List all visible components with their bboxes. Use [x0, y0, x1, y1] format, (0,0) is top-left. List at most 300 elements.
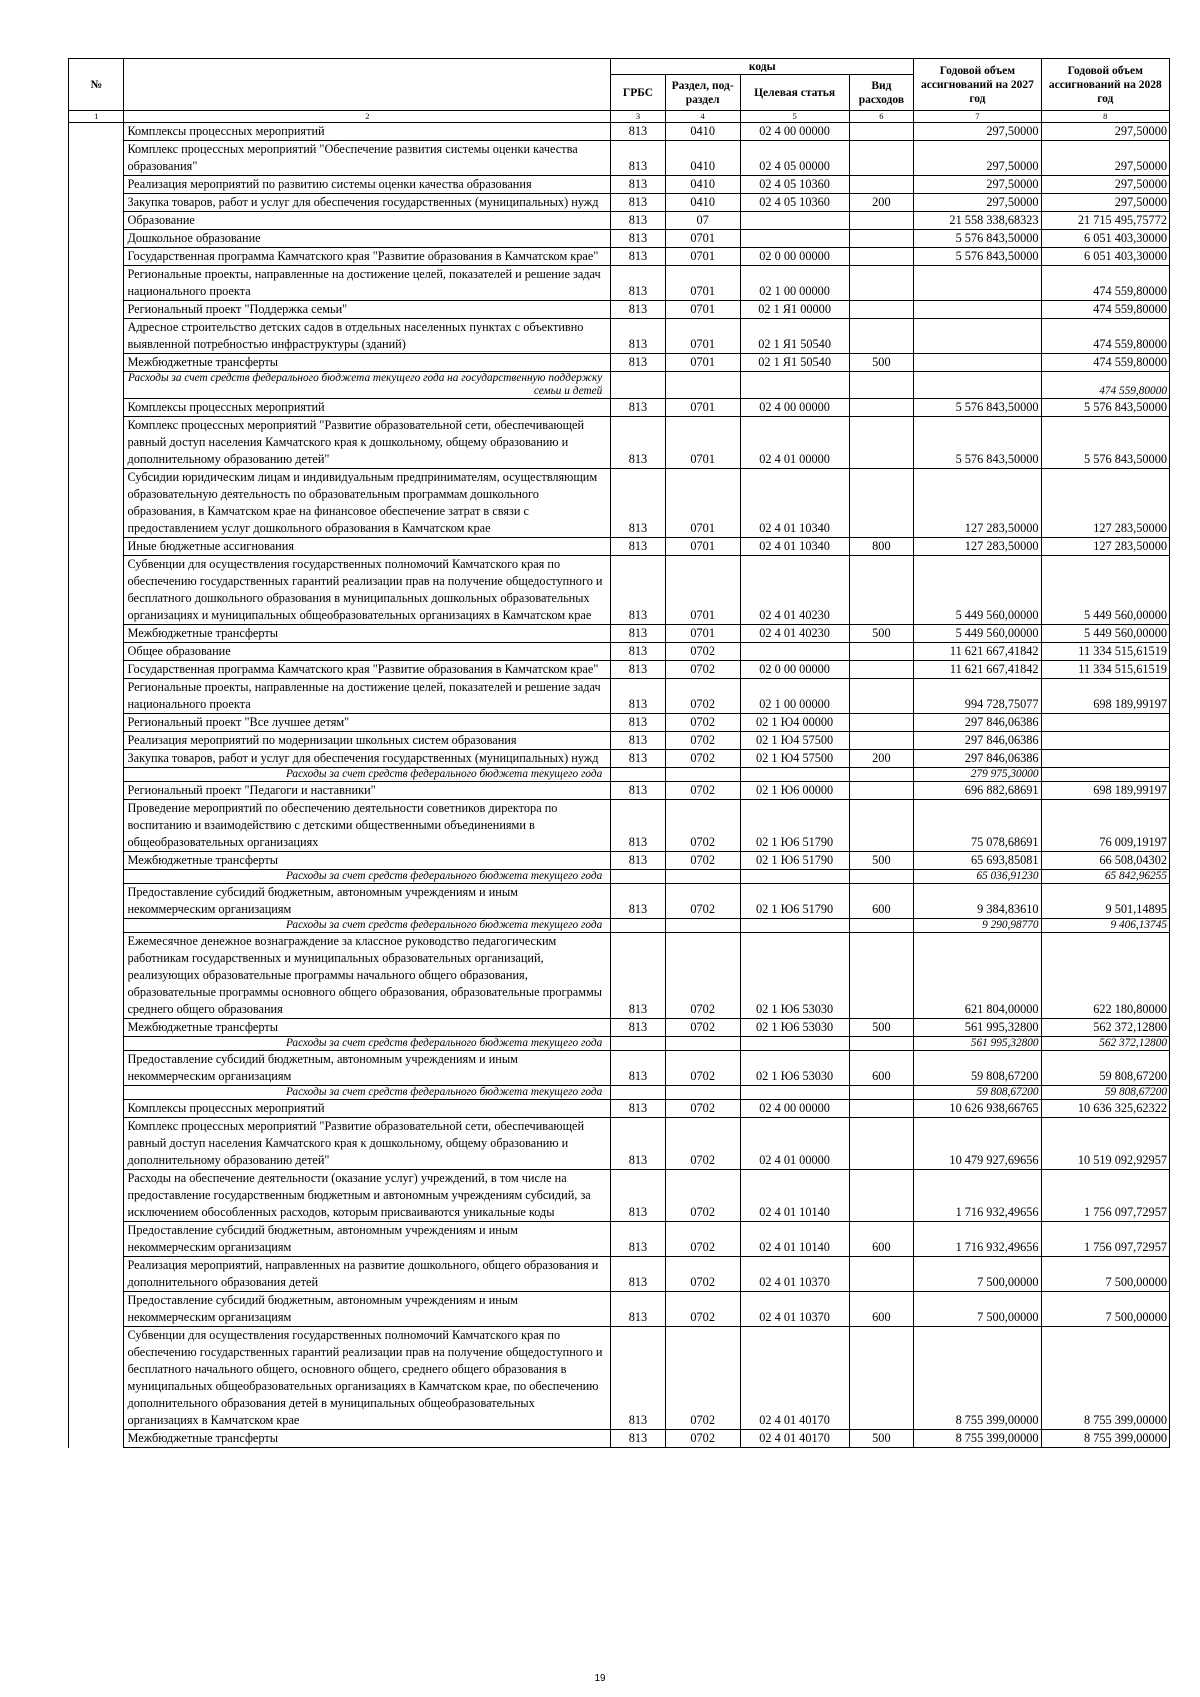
row-target [740, 919, 849, 933]
row-vid [849, 782, 914, 800]
row-amount-2028: 622 180,80000 [1041, 933, 1169, 1019]
table-row [69, 123, 1170, 141]
row-vid [849, 399, 914, 417]
table-note-row [69, 1086, 1170, 1100]
table-row [69, 1019, 1170, 1037]
table-row [69, 301, 1170, 319]
row-name: Межбюджетные трансферты [124, 852, 611, 870]
row-amount-2028: 5 576 843,50000 [1041, 399, 1169, 417]
row-name: Закупка товаров, работ и услуг для обеспечения государственных (муниципальных) нужд [124, 750, 611, 768]
column-number: 5 [740, 111, 849, 123]
table-row [69, 643, 1170, 661]
row-name: Расходы за счет средств федерального бюджета текущего года на государственную поддержку семьи и детей [124, 372, 611, 399]
row-name: Иные бюджетные ассигнования [124, 538, 611, 556]
row-name: Проведение мероприятий по обеспечению деятельности советников директора по воспитанию и взаимодействию с детскими общественными объединениями в общеобразовательных организациях [124, 800, 611, 852]
row-name: Комплексы процессных мероприятий [124, 123, 611, 141]
row-vid [849, 248, 914, 266]
row-amount-2027: 11 621 667,41842 [914, 661, 1041, 679]
row-name: Межбюджетные трансферты [124, 1019, 611, 1037]
table-row [69, 212, 1170, 230]
table-row [69, 1118, 1170, 1170]
row-razdel: 07 [665, 212, 740, 230]
row-target: 02 4 01 00000 [740, 1118, 849, 1170]
row-number-cell [69, 1257, 124, 1292]
table-row [69, 266, 1170, 301]
row-number-cell [69, 556, 124, 625]
row-amount-2027: 59 808,67200 [914, 1051, 1041, 1086]
row-amount-2028: 6 051 403,30000 [1041, 248, 1169, 266]
row-amount-2028: 127 283,50000 [1041, 538, 1169, 556]
row-vid: 500 [849, 354, 914, 372]
row-vid [849, 1100, 914, 1118]
table-row [69, 194, 1170, 212]
table-row [69, 1222, 1170, 1257]
row-grbs: 813 [611, 266, 665, 301]
row-amount-2028: 65 842,96255 [1041, 870, 1169, 884]
row-vid [849, 870, 914, 884]
row-amount-2027: 8 755 399,00000 [914, 1327, 1041, 1430]
column-number: 7 [914, 111, 1041, 123]
row-name: Расходы за счет средств федерального бюджета текущего года [124, 1037, 611, 1051]
row-razdel: 0702 [665, 750, 740, 768]
row-amount-2028: 11 334 515,61519 [1041, 661, 1169, 679]
row-target: 02 4 00 00000 [740, 1100, 849, 1118]
row-vid [849, 1257, 914, 1292]
row-grbs: 813 [611, 301, 665, 319]
row-target: 02 1 Я1 00000 [740, 301, 849, 319]
row-number-cell [69, 354, 124, 372]
row-amount-2027: 1 716 932,49656 [914, 1222, 1041, 1257]
row-vid [849, 123, 914, 141]
column-numbers-row [69, 111, 1170, 123]
row-vid: 600 [849, 884, 914, 919]
row-grbs: 813 [611, 750, 665, 768]
row-target [740, 1086, 849, 1100]
row-amount-2028: 5 449 560,00000 [1041, 625, 1169, 643]
row-vid [849, 1170, 914, 1222]
row-amount-2027: 297 846,06386 [914, 714, 1041, 732]
row-grbs: 813 [611, 141, 665, 176]
row-grbs: 813 [611, 1222, 665, 1257]
row-target: 02 1 Ю6 53030 [740, 933, 849, 1019]
row-vid [849, 469, 914, 538]
row-amount-2027: 297 846,06386 [914, 750, 1041, 768]
row-razdel: 0702 [665, 800, 740, 852]
row-amount-2028: 5 576 843,50000 [1041, 417, 1169, 469]
row-razdel: 0410 [665, 194, 740, 212]
row-vid [849, 661, 914, 679]
row-razdel: 0702 [665, 714, 740, 732]
row-target: 02 4 01 10140 [740, 1170, 849, 1222]
row-amount-2027 [914, 266, 1041, 301]
row-grbs: 813 [611, 679, 665, 714]
row-amount-2027 [914, 354, 1041, 372]
row-amount-2028: 11 334 515,61519 [1041, 643, 1169, 661]
row-amount-2028: 297,50000 [1041, 123, 1169, 141]
row-grbs: 813 [611, 933, 665, 1019]
row-vid: 600 [849, 1051, 914, 1086]
row-vid [849, 714, 914, 732]
row-grbs: 813 [611, 714, 665, 732]
row-vid [849, 301, 914, 319]
row-name: Расходы за счет средств федерального бюджета текущего года [124, 1086, 611, 1100]
row-amount-2027: 297,50000 [914, 123, 1041, 141]
row-number-cell [69, 248, 124, 266]
row-number-cell [69, 1327, 124, 1430]
row-grbs [611, 870, 665, 884]
row-razdel [665, 919, 740, 933]
row-target [740, 212, 849, 230]
row-number-cell [69, 372, 124, 399]
row-vid [849, 919, 914, 933]
row-razdel: 0702 [665, 1019, 740, 1037]
row-razdel: 0701 [665, 625, 740, 643]
row-amount-2028: 21 715 495,75772 [1041, 212, 1169, 230]
row-amount-2028 [1041, 714, 1169, 732]
column-number: 1 [69, 111, 124, 123]
row-amount-2028: 698 189,99197 [1041, 782, 1169, 800]
row-razdel: 0702 [665, 1327, 740, 1430]
row-vid: 600 [849, 1222, 914, 1257]
row-grbs: 813 [611, 1100, 665, 1118]
row-number-cell [69, 625, 124, 643]
row-target: 02 4 05 00000 [740, 141, 849, 176]
row-number-cell [69, 212, 124, 230]
row-number-cell [69, 399, 124, 417]
row-grbs: 813 [611, 230, 665, 248]
row-vid: 600 [849, 1292, 914, 1327]
row-razdel: 0701 [665, 266, 740, 301]
table-row [69, 1257, 1170, 1292]
row-amount-2027: 696 882,68691 [914, 782, 1041, 800]
row-amount-2028: 76 009,19197 [1041, 800, 1169, 852]
row-target: 02 4 01 10340 [740, 538, 849, 556]
row-name: Расходы на обеспечение деятельности (оказание услуг) учреждений, в том числе на предоставление государственным бюджетным и автономным учреждениям субсидий, за исключением обособленных расходов, которым присваиваются уникальные коды [124, 1170, 611, 1222]
row-number-cell [69, 1118, 124, 1170]
row-vid [849, 643, 914, 661]
row-target: 02 0 00 00000 [740, 248, 849, 266]
row-name: Государственная программа Камчатского края "Развитие образования в Камчатском крае" [124, 248, 611, 266]
row-razdel: 0702 [665, 661, 740, 679]
row-name: Закупка товаров, работ и услуг для обеспечения государственных (муниципальных) нужд [124, 194, 611, 212]
row-number-cell [69, 538, 124, 556]
table-row [69, 750, 1170, 768]
row-razdel: 0702 [665, 852, 740, 870]
row-amount-2028: 474 559,80000 [1041, 354, 1169, 372]
table-row [69, 1170, 1170, 1222]
row-name: Региональный проект "Все лучшее детям" [124, 714, 611, 732]
header-grbs: ГРБС [611, 75, 665, 111]
row-amount-2028: 9 501,14895 [1041, 884, 1169, 919]
row-target: 02 4 01 40230 [740, 625, 849, 643]
row-vid [849, 417, 914, 469]
row-vid [849, 230, 914, 248]
row-amount-2028: 562 372,12800 [1041, 1019, 1169, 1037]
row-target: 02 4 05 10360 [740, 176, 849, 194]
row-amount-2027 [914, 372, 1041, 399]
row-name: Субвенции для осуществления государственных полномочий Камчатского края по обеспечению государственных гарантий реализации прав на получение общедоступного и бесплатного дошкольного образования в муниципальных дошкольных образовательных организациях и муниципальных общеобразовательных организациях в Камчатском крае [124, 556, 611, 625]
row-vid [849, 212, 914, 230]
row-razdel: 0702 [665, 933, 740, 1019]
row-number-cell [69, 1051, 124, 1086]
table-row [69, 800, 1170, 852]
row-razdel: 0701 [665, 538, 740, 556]
table-row [69, 354, 1170, 372]
row-amount-2027: 279 975,30000 [914, 768, 1041, 782]
row-number-cell [69, 194, 124, 212]
row-amount-2027: 10 479 927,69656 [914, 1118, 1041, 1170]
row-razdel: 0702 [665, 1100, 740, 1118]
table-row [69, 469, 1170, 538]
row-name: Предоставление субсидий бюджетным, автономным учреждениям и иным некоммерческим организациям [124, 1222, 611, 1257]
row-amount-2028: 474 559,80000 [1041, 372, 1169, 399]
row-name: Адресное строительство детских садов в отдельных населенных пунктах с объективно выявленной потребностью инфраструктуры (зданий) [124, 319, 611, 354]
table-row [69, 679, 1170, 714]
row-grbs: 813 [611, 123, 665, 141]
row-name: Расходы за счет средств федерального бюджета текущего года [124, 768, 611, 782]
row-amount-2027: 8 755 399,00000 [914, 1430, 1041, 1448]
row-razdel: 0702 [665, 1257, 740, 1292]
table-row [69, 933, 1170, 1019]
table-row [69, 141, 1170, 176]
row-target: 02 4 01 40170 [740, 1327, 849, 1430]
row-target: 02 1 00 00000 [740, 266, 849, 301]
header-razdel: Раздел, под-раздел [665, 75, 740, 111]
row-razdel: 0701 [665, 469, 740, 538]
row-vid [849, 266, 914, 301]
table-row [69, 1051, 1170, 1086]
page-number: 19 [594, 1673, 606, 1684]
row-amount-2027: 5 576 843,50000 [914, 230, 1041, 248]
row-amount-2027: 561 995,32800 [914, 1019, 1041, 1037]
row-number-cell [69, 870, 124, 884]
column-number: 6 [849, 111, 914, 123]
row-amount-2027: 21 558 338,68323 [914, 212, 1041, 230]
row-name: Региональные проекты, направленные на достижение целей, показателей и решение задач национального проекта [124, 266, 611, 301]
row-number-cell [69, 469, 124, 538]
row-name: Межбюджетные трансферты [124, 625, 611, 643]
row-grbs: 813 [611, 1257, 665, 1292]
row-razdel [665, 870, 740, 884]
row-amount-2027: 1 716 932,49656 [914, 1170, 1041, 1222]
row-grbs: 813 [611, 538, 665, 556]
row-target [740, 1037, 849, 1051]
row-number-cell [69, 1086, 124, 1100]
table-row [69, 661, 1170, 679]
row-name: Комплексы процессных мероприятий [124, 399, 611, 417]
row-target: 02 1 Ю4 00000 [740, 714, 849, 732]
header-target: Целевая статья [740, 75, 849, 111]
row-number-cell [69, 933, 124, 1019]
table-row [69, 1292, 1170, 1327]
header-2028: Годовой объем ассигнований на 2028 год [1041, 59, 1169, 111]
row-target: 02 4 01 10340 [740, 469, 849, 538]
row-amount-2027: 9 384,83610 [914, 884, 1041, 919]
header-number: № [69, 59, 124, 111]
row-number-cell [69, 884, 124, 919]
row-razdel: 0702 [665, 782, 740, 800]
row-name: Реализация мероприятий, направленных на развитие дошкольного, общего образования и дополнительного образования детей [124, 1257, 611, 1292]
table-note-row [69, 768, 1170, 782]
row-number-cell [69, 1170, 124, 1222]
row-name: Региональный проект "Поддержка семьи" [124, 301, 611, 319]
row-amount-2028 [1041, 750, 1169, 768]
row-amount-2028: 10 519 092,92957 [1041, 1118, 1169, 1170]
row-razdel [665, 372, 740, 399]
row-grbs: 813 [611, 884, 665, 919]
row-amount-2028: 474 559,80000 [1041, 319, 1169, 354]
row-number-cell [69, 266, 124, 301]
row-name: Межбюджетные трансферты [124, 354, 611, 372]
row-amount-2028: 66 508,04302 [1041, 852, 1169, 870]
row-number-cell [69, 919, 124, 933]
row-amount-2027: 297,50000 [914, 194, 1041, 212]
row-amount-2027: 994 728,75077 [914, 679, 1041, 714]
row-vid [849, 679, 914, 714]
row-number-cell [69, 123, 124, 141]
row-amount-2027: 10 626 938,66765 [914, 1100, 1041, 1118]
row-target: 02 4 01 10370 [740, 1292, 849, 1327]
row-razdel: 0701 [665, 354, 740, 372]
row-grbs: 813 [611, 1327, 665, 1430]
row-amount-2027: 59 808,67200 [914, 1086, 1041, 1100]
row-name: Субсидии юридическим лицам и индивидуальным предпринимателям, осуществляющим образовательную деятельность по образовательным программам дошкольного образования, в Камчатском крае на финансовое обеспечение затрат в связи с предоставлением услуг дошкольного образования в Камчатском крае [124, 469, 611, 538]
row-razdel: 0701 [665, 417, 740, 469]
table-row [69, 248, 1170, 266]
row-grbs: 813 [611, 800, 665, 852]
budget-table [68, 58, 1170, 1448]
row-razdel: 0702 [665, 1292, 740, 1327]
row-amount-2027: 5 576 843,50000 [914, 248, 1041, 266]
row-razdel: 0702 [665, 1051, 740, 1086]
row-number-cell [69, 417, 124, 469]
row-grbs: 813 [611, 194, 665, 212]
row-amount-2028: 7 500,00000 [1041, 1292, 1169, 1327]
row-amount-2027: 75 078,68691 [914, 800, 1041, 852]
row-vid [849, 319, 914, 354]
row-name: Межбюджетные трансферты [124, 1430, 611, 1448]
row-number-cell [69, 732, 124, 750]
row-target [740, 870, 849, 884]
row-vid: 500 [849, 1019, 914, 1037]
row-name: Предоставление субсидий бюджетным, автономным учреждениям и иным некоммерческим организациям [124, 1292, 611, 1327]
table-row [69, 1327, 1170, 1430]
header-2027: Годовой объем ассигнований на 2027 год [914, 59, 1041, 111]
table-row [69, 732, 1170, 750]
row-grbs: 813 [611, 176, 665, 194]
row-amount-2028: 7 500,00000 [1041, 1257, 1169, 1292]
row-name: Предоставление субсидий бюджетным, автономным учреждениям и иным некоммерческим организациям [124, 884, 611, 919]
header-codes: коды [611, 59, 914, 75]
row-target [740, 230, 849, 248]
row-razdel: 0701 [665, 556, 740, 625]
row-name: Государственная программа Камчатского края "Развитие образования в Камчатском крае" [124, 661, 611, 679]
row-target: 02 4 01 40170 [740, 1430, 849, 1448]
row-amount-2028: 10 636 325,62322 [1041, 1100, 1169, 1118]
table-note-row [69, 372, 1170, 399]
row-grbs: 813 [611, 319, 665, 354]
row-amount-2028: 474 559,80000 [1041, 266, 1169, 301]
row-target: 02 4 00 00000 [740, 123, 849, 141]
row-target: 02 4 01 10370 [740, 1257, 849, 1292]
row-razdel [665, 768, 740, 782]
row-vid: 500 [849, 1430, 914, 1448]
row-target [740, 768, 849, 782]
row-amount-2027: 297,50000 [914, 141, 1041, 176]
row-grbs: 813 [611, 732, 665, 750]
row-amount-2028: 1 756 097,72957 [1041, 1222, 1169, 1257]
row-name: Образование [124, 212, 611, 230]
row-vid: 800 [849, 538, 914, 556]
row-name: Комплекс процессных мероприятий "Обеспечение развития системы оценки качества образования" [124, 141, 611, 176]
table-note-row [69, 919, 1170, 933]
row-vid [849, 1086, 914, 1100]
row-name: Комплекс процессных мероприятий "Развитие образовательной сети, обеспечивающей равный доступ населения Камчатского края к дошкольному, общему образованию и дополнительному образованию детей" [124, 417, 611, 469]
row-number-cell [69, 301, 124, 319]
row-number-cell [69, 782, 124, 800]
row-amount-2027: 297 846,06386 [914, 732, 1041, 750]
row-razdel: 0702 [665, 1118, 740, 1170]
row-name: Региональные проекты, направленные на достижение целей, показателей и решение задач национального проекта [124, 679, 611, 714]
row-name: Комплексы процессных мероприятий [124, 1100, 611, 1118]
row-amount-2027: 65 693,85081 [914, 852, 1041, 870]
row-target [740, 372, 849, 399]
row-amount-2028: 59 808,67200 [1041, 1051, 1169, 1086]
row-name: Дошкольное образование [124, 230, 611, 248]
row-number-cell [69, 750, 124, 768]
row-amount-2027: 561 995,32800 [914, 1037, 1041, 1051]
row-razdel: 0410 [665, 141, 740, 176]
row-amount-2027: 65 036,91230 [914, 870, 1041, 884]
row-vid [849, 141, 914, 176]
row-grbs [611, 1086, 665, 1100]
row-amount-2028: 5 449 560,00000 [1041, 556, 1169, 625]
row-target: 02 4 00 00000 [740, 399, 849, 417]
row-grbs [611, 1037, 665, 1051]
row-razdel: 0702 [665, 1170, 740, 1222]
row-grbs: 813 [611, 1430, 665, 1448]
row-number-cell [69, 679, 124, 714]
row-amount-2028: 59 808,67200 [1041, 1086, 1169, 1100]
table-row [69, 176, 1170, 194]
row-razdel: 0410 [665, 123, 740, 141]
row-razdel: 0701 [665, 248, 740, 266]
row-vid: 500 [849, 625, 914, 643]
row-number-cell [69, 852, 124, 870]
row-grbs: 813 [611, 1118, 665, 1170]
table-note-row [69, 870, 1170, 884]
row-grbs: 813 [611, 1051, 665, 1086]
row-grbs: 813 [611, 469, 665, 538]
row-target: 02 1 Я1 50540 [740, 354, 849, 372]
column-number: 3 [611, 111, 665, 123]
table-row [69, 399, 1170, 417]
row-target: 02 4 01 10140 [740, 1222, 849, 1257]
row-number-cell [69, 176, 124, 194]
row-target: 02 0 00 00000 [740, 661, 849, 679]
row-vid: 500 [849, 852, 914, 870]
row-target: 02 1 Ю6 53030 [740, 1019, 849, 1037]
column-number: 8 [1041, 111, 1169, 123]
row-vid [849, 1037, 914, 1051]
table-row [69, 625, 1170, 643]
row-target: 02 1 Ю4 57500 [740, 732, 849, 750]
row-target: 02 1 Ю6 00000 [740, 782, 849, 800]
row-number-cell [69, 643, 124, 661]
row-name: Реализация мероприятий по развитию системы оценки качества образования [124, 176, 611, 194]
row-number-cell [69, 230, 124, 248]
row-vid [849, 800, 914, 852]
